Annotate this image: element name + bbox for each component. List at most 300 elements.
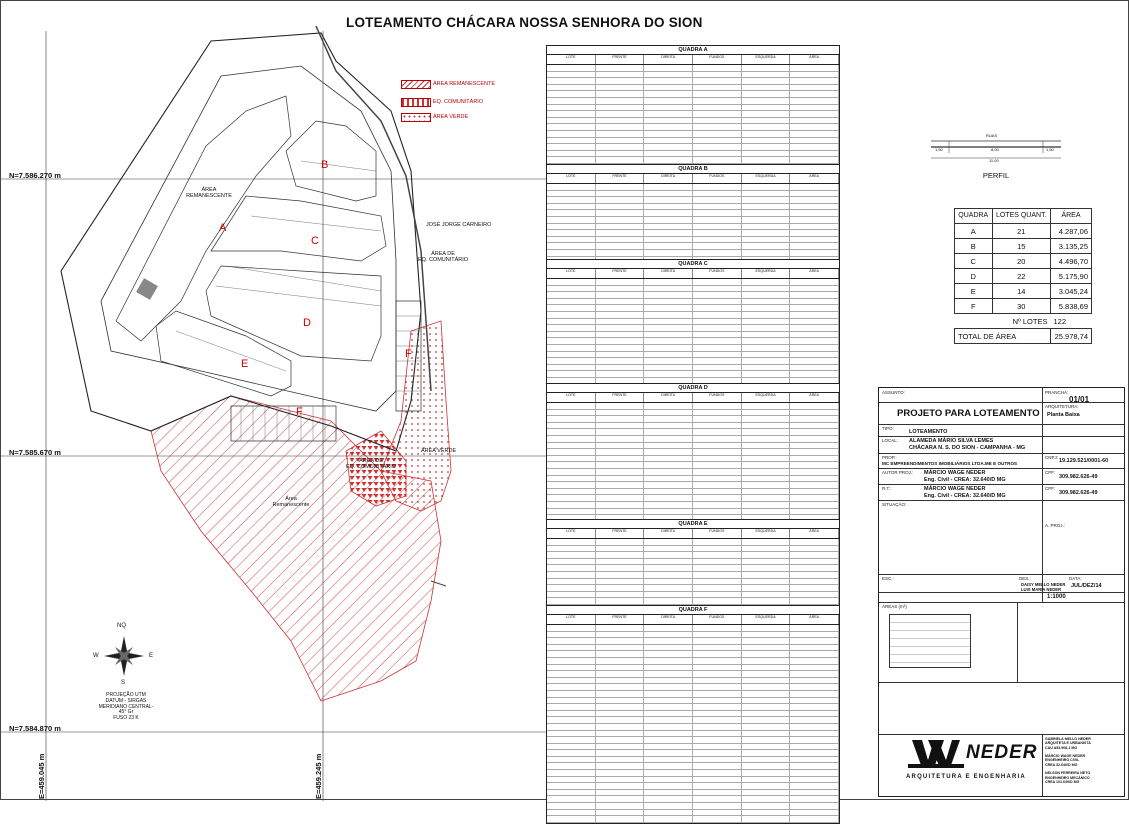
table-row: [547, 157, 839, 164]
table-cell: [790, 552, 839, 558]
table-row: [547, 552, 839, 559]
table-cell: [547, 552, 596, 558]
table-cell: [693, 763, 742, 769]
table-cell: [596, 737, 645, 743]
table-cell: [547, 345, 596, 351]
table-cell: [547, 305, 596, 311]
quadra-table-header-cell: LOTE: [547, 174, 596, 183]
table-cell: [742, 352, 791, 358]
table-row: [547, 197, 839, 204]
table-cell: [790, 131, 839, 137]
summary-total-label: TOTAL DE ÁREA: [955, 329, 1051, 344]
table-cell: [596, 585, 645, 591]
table-cell: [644, 98, 693, 104]
table-cell: [644, 429, 693, 435]
table-cell: [547, 638, 596, 644]
table-cell: [596, 78, 645, 84]
table-cell: [693, 371, 742, 377]
table-cell: [693, 332, 742, 338]
table-row: [547, 78, 839, 85]
quadra-table-header-cell: FUNDOS: [693, 269, 742, 278]
table-cell: [742, 358, 791, 364]
table-cell: [693, 579, 742, 585]
coord-e2: E=459.245 m: [314, 753, 323, 799]
table-cell: [742, 124, 791, 130]
table-cell: [790, 565, 839, 571]
table-cell: [790, 750, 839, 756]
table-row: [547, 319, 839, 326]
table-cell: [596, 151, 645, 157]
table-row: [547, 816, 839, 823]
quadra-table-header-cell: LOTE: [547, 269, 596, 278]
table-cell: [596, 509, 645, 515]
summary-total-value: 25.978,74: [1050, 329, 1091, 344]
table-row: [547, 559, 839, 566]
table-cell: [742, 579, 791, 585]
table-cell: [790, 345, 839, 351]
table-cell: [742, 585, 791, 591]
table-cell: [644, 717, 693, 723]
table-cell: [790, 482, 839, 488]
table-cell: [693, 224, 742, 230]
table-cell: [790, 502, 839, 508]
table-cell: [596, 750, 645, 756]
table-row: [547, 151, 839, 158]
table-cell: [693, 157, 742, 163]
tb-cpf: 309.982.626-49: [1059, 474, 1098, 480]
table-cell: [596, 292, 645, 298]
table-cell: [547, 243, 596, 249]
tb-tipo-label: TIPO:: [882, 426, 894, 431]
table-row: [547, 352, 839, 359]
tb-rt: MÁRCIO WAGE NEDER: [924, 486, 986, 492]
table-cell: [693, 456, 742, 462]
quadra-table-header: [547, 269, 839, 279]
table-cell: [644, 365, 693, 371]
table-cell: [596, 592, 645, 598]
table-cell: [596, 118, 645, 124]
table-cell: [596, 230, 645, 236]
table-cell: [547, 118, 596, 124]
table-cell: [742, 502, 791, 508]
table-cell: [742, 803, 791, 809]
table-cell: [596, 552, 645, 558]
table-row: [547, 665, 839, 672]
table-cell: [596, 757, 645, 763]
table-cell: [693, 816, 742, 822]
table-cell: [547, 72, 596, 78]
quadra-label-c: C: [311, 235, 319, 247]
table-cell: [742, 482, 791, 488]
table-cell: [644, 469, 693, 475]
table-cell: [742, 338, 791, 344]
table-cell: [790, 632, 839, 638]
compass-e: E: [149, 653, 154, 659]
table-cell: [790, 191, 839, 197]
table-cell: [547, 665, 596, 671]
table-row: [547, 777, 839, 784]
table-cell: [596, 286, 645, 292]
table-cell: [742, 365, 791, 371]
table-cell: [742, 111, 791, 117]
table-cell: [790, 665, 839, 671]
table-cell: [596, 204, 645, 210]
table-cell: [742, 476, 791, 482]
coord-n3: N=7.584.870 m: [9, 724, 61, 733]
table-cell: [644, 658, 693, 664]
table-cell: [790, 770, 839, 776]
table-cell: [547, 796, 596, 802]
table-row: [547, 711, 839, 718]
table-cell: [547, 98, 596, 104]
table-row: [547, 645, 839, 652]
table-cell: [644, 737, 693, 743]
table-cell: [644, 565, 693, 571]
table-row: F 30 5.838,69: [955, 299, 1092, 314]
table-cell: [596, 237, 645, 243]
table-cell: [547, 572, 596, 578]
quadra-table-header-cell: FRENTE: [596, 529, 645, 538]
table-cell: [596, 645, 645, 651]
table-cell: [790, 105, 839, 111]
table-cell: [596, 85, 645, 91]
table-row: [547, 737, 839, 744]
table-cell: [742, 197, 791, 203]
table-cell: [644, 423, 693, 429]
tb-rt-label: R.T.:: [882, 486, 892, 491]
table-cell: [693, 495, 742, 501]
quadra-table-header-cell: DIREITA: [644, 615, 693, 624]
tb-des-label: DES.:: [1019, 576, 1031, 581]
table-cell: [644, 338, 693, 344]
summary-header-row: [955, 209, 1092, 224]
table-cell: [596, 632, 645, 638]
table-cell: [790, 816, 839, 822]
table-cell: [644, 803, 693, 809]
quadra-table-header-cell: FUNDOS: [693, 55, 742, 64]
table-row: [547, 184, 839, 191]
table-cell: [547, 365, 596, 371]
table-cell: [790, 403, 839, 409]
table-cell: [693, 750, 742, 756]
table-cell: [547, 462, 596, 468]
table-row: [547, 539, 839, 546]
table-cell: [693, 237, 742, 243]
quadra-table-header-cell: ÁREA: [790, 55, 839, 64]
table-cell: [742, 224, 791, 230]
quadra-label-e: E: [241, 358, 249, 370]
table-cell: [644, 757, 693, 763]
table-cell: [644, 230, 693, 236]
table-cell: [547, 85, 596, 91]
table-cell: [693, 105, 742, 111]
table-row: E 14 3.045,24: [955, 284, 1092, 299]
legend-triangle-swatch: [401, 98, 431, 107]
table-cell: [790, 744, 839, 750]
table-cell: [596, 144, 645, 150]
quadra-table-header: [547, 55, 839, 65]
table-row: [547, 124, 839, 131]
tb-divider: [879, 402, 1124, 403]
quadra-table-header-cell: DIREITA: [644, 393, 693, 402]
table-cell: [742, 724, 791, 730]
table-cell: [790, 638, 839, 644]
tb-assunto-label: ASSUNTO:: [882, 390, 905, 395]
table-cell: [693, 757, 742, 763]
table-cell: [644, 783, 693, 789]
table-cell: [547, 495, 596, 501]
projection-note: PROJEÇÃO UTM DATUM - SIRGAS MERIDIANO CENTRAL-45° Gr FUSO 23 K: [98, 692, 154, 721]
table-cell: [547, 651, 596, 657]
table-cell: [596, 638, 645, 644]
table-cell: [742, 144, 791, 150]
label-area-remanescente-top: ÁREA REMANESCENTE: [186, 187, 232, 200]
tb-projeto: PROJETO PARA LOTEAMENTO: [897, 408, 1040, 419]
quadra-table-header-cell: FUNDOS: [693, 615, 742, 624]
table-cell: [596, 803, 645, 809]
table-cell: [693, 230, 742, 236]
table-cell: [693, 509, 742, 515]
table-cell: [790, 763, 839, 769]
tb-areas-label: ÁREAS (m²): [882, 604, 907, 609]
table-cell: [790, 138, 839, 144]
table-cell: [790, 151, 839, 157]
table-row: [547, 790, 839, 797]
table-row: [547, 698, 839, 705]
table-cell: [547, 204, 596, 210]
quadra-table-title: QUADRA E: [547, 520, 839, 529]
table-cell: [596, 559, 645, 565]
table-row: [547, 98, 839, 105]
table-row: [547, 410, 839, 417]
table-cell: [693, 286, 742, 292]
quadra-table-header-cell: FUNDOS: [693, 393, 742, 402]
table-cell: [790, 237, 839, 243]
tb-desenho: DAISY MELLO NEDER LUIS MARIA NEDER: [1021, 582, 1066, 592]
tb-local2: CHÁCARA N. S. DO SION - CAMPANHA - MG: [909, 445, 1026, 451]
table-cell: [790, 671, 839, 677]
table-cell: [693, 704, 742, 710]
quadra-label-f: F: [296, 406, 303, 418]
tb-escala: 1:1000: [1047, 594, 1066, 600]
table-cell: [644, 124, 693, 130]
table-cell: [693, 138, 742, 144]
table-cell: [790, 489, 839, 495]
table-cell: [644, 144, 693, 150]
table-row: [547, 312, 839, 319]
table-row: [547, 678, 839, 685]
table-cell: [547, 91, 596, 97]
table-cell: [644, 796, 693, 802]
table-cell: [790, 332, 839, 338]
quadra-table-header-cell: ESQUERDA: [742, 269, 791, 278]
table-cell: [596, 796, 645, 802]
table-row: [547, 436, 839, 443]
table-cell: [742, 319, 791, 325]
table-cell: [790, 365, 839, 371]
table-cell: [547, 598, 596, 604]
table-row: [547, 111, 839, 118]
table-cell: [742, 151, 791, 157]
table-cell: [742, 138, 791, 144]
table-cell: [742, 423, 791, 429]
tb-divider: [1042, 424, 1043, 500]
table-cell: [742, 796, 791, 802]
drawing-title: LOTEAMENTO CHÁCARA NOSSA SENHORA DO SION: [346, 15, 703, 30]
table-cell: [596, 731, 645, 737]
table-cell: [693, 365, 742, 371]
table-row: [547, 358, 839, 365]
table-cell: [693, 78, 742, 84]
table-cell: [596, 502, 645, 508]
table-cell: [693, 625, 742, 631]
table-cell: [547, 502, 596, 508]
table-cell: [644, 237, 693, 243]
table-cell: [790, 292, 839, 298]
table-cell: [596, 210, 645, 216]
tb-divider: [879, 574, 1124, 575]
table-cell: [693, 651, 742, 657]
table-cell: [693, 645, 742, 651]
table-cell: [596, 416, 645, 422]
table-cell: [547, 299, 596, 305]
quadra-table: [546, 605, 840, 824]
table-cell: [790, 658, 839, 664]
quadra-table-header-cell: FRENTE: [596, 393, 645, 402]
table-cell: [596, 598, 645, 604]
areas-table: [889, 614, 971, 668]
tb-cnpj: 19.129.521/0001-60: [1059, 458, 1109, 464]
table-cell: [693, 810, 742, 816]
table-cell: [742, 105, 791, 111]
table-cell: [742, 717, 791, 723]
table-row: [547, 770, 839, 777]
table-cell: [547, 210, 596, 216]
table-cell: [596, 157, 645, 163]
table-cell: [693, 85, 742, 91]
table-cell: [596, 763, 645, 769]
table-cell: [596, 717, 645, 723]
table-cell: [742, 131, 791, 137]
table-cell: [644, 292, 693, 298]
table-cell: [547, 539, 596, 545]
table-cell: [693, 737, 742, 743]
table-cell: [790, 312, 839, 318]
table-row: [547, 565, 839, 572]
table-cell: [596, 579, 645, 585]
table-cell: [547, 237, 596, 243]
table-cell: [644, 105, 693, 111]
table-cell: [596, 476, 645, 482]
table-cell: [790, 645, 839, 651]
table-cell: [742, 250, 791, 256]
table-cell: [596, 698, 645, 704]
table-row: [547, 546, 839, 553]
table-cell: [644, 305, 693, 311]
table-cell: [790, 423, 839, 429]
table-cell: [644, 763, 693, 769]
table-row: [547, 144, 839, 151]
table-cell: [693, 436, 742, 442]
table-cell: [693, 565, 742, 571]
table-cell: [547, 671, 596, 677]
tb-situacao-label: SITUAÇÃO:: [882, 502, 907, 507]
table-cell: [547, 625, 596, 631]
table-cell: [742, 210, 791, 216]
quadra-table-header-cell: FRENTE: [596, 615, 645, 624]
compass-rose: [104, 636, 144, 676]
table-cell: [693, 72, 742, 78]
table-cell: [742, 469, 791, 475]
table-cell: [547, 777, 596, 783]
table-cell: [644, 332, 693, 338]
table-cell: [644, 489, 693, 495]
table-cell: [596, 704, 645, 710]
table-cell: [790, 546, 839, 552]
table-cell: [644, 684, 693, 690]
table-cell: [742, 416, 791, 422]
coord-n1: N=7.586.270 m: [9, 171, 61, 180]
table-cell: [547, 757, 596, 763]
table-row: [547, 625, 839, 632]
tb-cpf-label: CPF:: [1045, 470, 1056, 475]
quadra-table-header-cell: ÁREA: [790, 174, 839, 183]
table-cell: [790, 111, 839, 117]
table-row: [547, 72, 839, 79]
quadra-table-header-cell: FRENTE: [596, 174, 645, 183]
table-row: [547, 85, 839, 92]
table-row: [547, 217, 839, 224]
table-row: [547, 91, 839, 98]
table-cell: [790, 299, 839, 305]
table-row: D 22 5.175,90: [955, 269, 1092, 284]
table-cell: [596, 345, 645, 351]
table-row: [547, 731, 839, 738]
table-cell: [790, 783, 839, 789]
quadra-table-header-cell: ESQUERDA: [742, 393, 791, 402]
table-cell: [644, 449, 693, 455]
table-row: [547, 632, 839, 639]
table-cell: [742, 489, 791, 495]
table-cell: [742, 750, 791, 756]
tb-divider: [879, 468, 1124, 469]
table-row: [547, 579, 839, 586]
table-cell: [547, 645, 596, 651]
table-cell: [790, 539, 839, 545]
table-cell: [693, 197, 742, 203]
table-cell: [742, 539, 791, 545]
table-cell: [596, 105, 645, 111]
quadra-table-header-cell: LOTE: [547, 393, 596, 402]
table-cell: [790, 704, 839, 710]
table-cell: [693, 476, 742, 482]
table-cell: [790, 724, 839, 730]
table-cell: [596, 684, 645, 690]
table-cell: [547, 230, 596, 236]
table-row: [547, 502, 839, 509]
table-row: [547, 403, 839, 410]
table-cell: [596, 436, 645, 442]
table-row: [547, 191, 839, 198]
tb-local-label: LOCAL:: [882, 438, 899, 443]
table-cell: [790, 443, 839, 449]
quadra-table-header-cell: FRENTE: [596, 269, 645, 278]
table-row: [547, 118, 839, 125]
table-row: [547, 462, 839, 469]
table-row: [547, 332, 839, 339]
tb-aprov-label: A. PROJ.:: [1045, 523, 1066, 528]
quadra-table-title: QUADRA A: [547, 46, 839, 55]
